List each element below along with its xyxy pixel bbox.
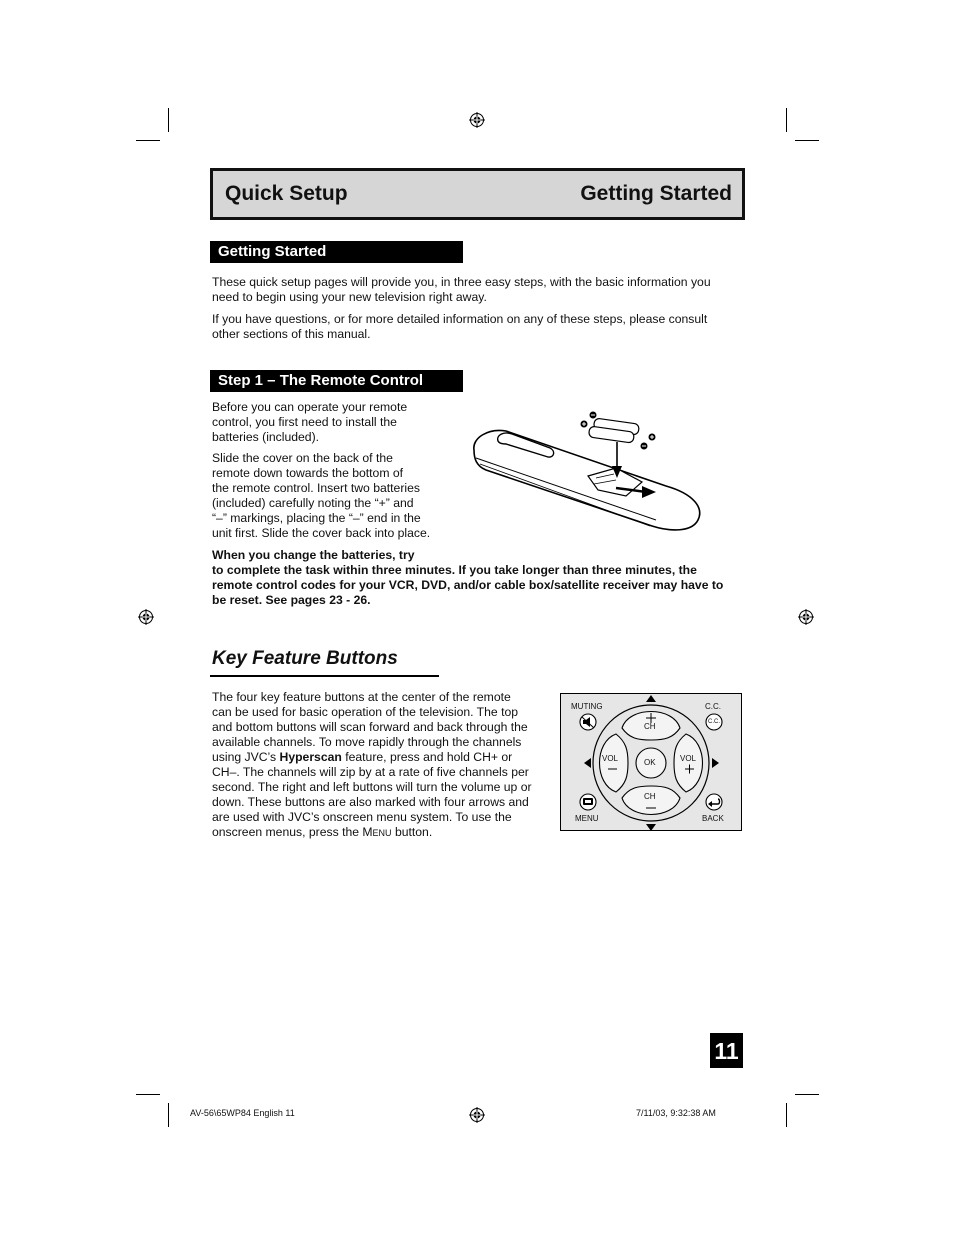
text-line: When you change the batteries, try	[212, 548, 415, 562]
header-title-left: Quick Setup	[225, 182, 348, 205]
title-underline	[210, 675, 439, 677]
text-line: Slide the cover on the back of the	[212, 451, 393, 465]
page-header	[210, 168, 745, 220]
muting-label: MUTING	[571, 702, 603, 711]
text-line: The four key feature buttons at the center of the remote	[212, 690, 511, 704]
crop-mark	[795, 1094, 819, 1095]
text-line	[212, 750, 552, 765]
menu-label: MENU	[575, 814, 599, 823]
text-line: batteries (included).	[212, 430, 320, 444]
step1-para-a	[212, 400, 452, 445]
text-line: unit first. Slide the cover back into place.	[212, 526, 431, 540]
text-line: CH–. The channels will zip by at a rate of five channels per	[212, 765, 529, 779]
text-line: Before you can operate your remote	[212, 400, 408, 414]
crop-mark	[168, 108, 169, 132]
text-line: remote down towards the bottom of	[212, 466, 404, 480]
ok-label: OK	[644, 758, 656, 767]
key-feature-title: Key Feature Buttons	[212, 648, 398, 669]
remote-battery-illustration	[466, 408, 706, 536]
cc-label: C.C.	[705, 702, 721, 711]
getting-started-heading: Getting Started	[210, 241, 463, 263]
registration-mark-icon	[469, 1107, 485, 1123]
text-line: available channels. To move rapidly through the channels	[212, 735, 522, 749]
step1-heading: Step 1 – The Remote Control	[210, 370, 463, 392]
step1-para-b	[212, 451, 452, 541]
right-arrow-icon	[712, 758, 719, 768]
text-line: and bottom buttons will scan forward and back through the	[212, 720, 528, 734]
text-line: remote control codes for your VCR, DVD, and/or cable box/satellite receiver may have to	[212, 578, 724, 592]
text-line: second. The right and left buttons will turn the volume up or	[212, 780, 532, 794]
text-line: can be used for basic operation of the television. The top	[212, 705, 519, 719]
crop-mark	[795, 140, 819, 141]
text-line: If you have questions, or for more detailed information on any of these steps, please consult	[212, 312, 708, 326]
text-line	[212, 825, 552, 841]
crop-mark	[786, 108, 787, 132]
text-line: the remote control. Insert two batteries	[212, 481, 420, 495]
left-arrow-icon	[584, 758, 591, 768]
page-number: 11	[710, 1033, 743, 1068]
hyperscan-term: Hyperscan	[279, 750, 342, 764]
vol-right-label: VOL	[680, 754, 697, 763]
vol-left-label: VOL	[602, 754, 619, 763]
up-arrow-icon	[646, 695, 656, 702]
text-line: These quick setup pages will provide you, in three easy steps, with the basic information you	[212, 275, 711, 289]
footer-left: AV-56\65WP84 English 11	[190, 1108, 295, 1118]
text-run: feature, press and hold CH+ or	[341, 750, 513, 764]
text-line: be reset. See pages 23 - 26.	[212, 593, 371, 607]
footer-right: 7/11/03, 9:32:38 AM	[636, 1108, 716, 1118]
text-run: button.	[391, 825, 433, 839]
text-line: down. These buttons are also marked with four arrows and	[212, 795, 529, 809]
text-run: onscreen menus, press the M	[212, 825, 373, 839]
back-label: BACK	[702, 814, 724, 823]
crop-mark	[136, 140, 160, 141]
step1-warning	[212, 548, 752, 608]
ch-up-label: CH	[644, 722, 656, 731]
key-feature-body	[212, 690, 552, 841]
text-line: are used with JVC’s onscreen menu system. To use the	[212, 810, 512, 824]
text-line: other sections of this manual.	[212, 327, 371, 341]
text-run: using JVC’s	[212, 750, 280, 764]
crop-mark	[786, 1103, 787, 1127]
registration-mark-icon	[138, 609, 154, 625]
registration-mark-icon	[469, 112, 485, 128]
getting-started-para-2	[212, 312, 752, 342]
down-arrow-icon	[646, 824, 656, 831]
ch-down-label: CH	[644, 792, 656, 801]
crop-mark	[168, 1103, 169, 1127]
small-caps-run: ENU	[372, 828, 392, 838]
text-line: need to begin using your new television right away.	[212, 290, 487, 304]
text-line: (included) carefully noting the “+” and	[212, 496, 414, 510]
remote-key-panel	[560, 693, 742, 831]
cc-button-label: C.C.	[708, 719, 720, 725]
text-line: “–” markings, placing the “–” end in the	[212, 511, 421, 525]
header-title-right: Getting Started	[580, 182, 732, 205]
text-line: to complete the task within three minutes. If you take longer than three minutes, the	[212, 563, 697, 577]
text-line: control, you first need to install the	[212, 415, 397, 429]
crop-mark	[136, 1094, 160, 1095]
registration-mark-icon	[798, 609, 814, 625]
getting-started-para-1	[212, 275, 752, 305]
